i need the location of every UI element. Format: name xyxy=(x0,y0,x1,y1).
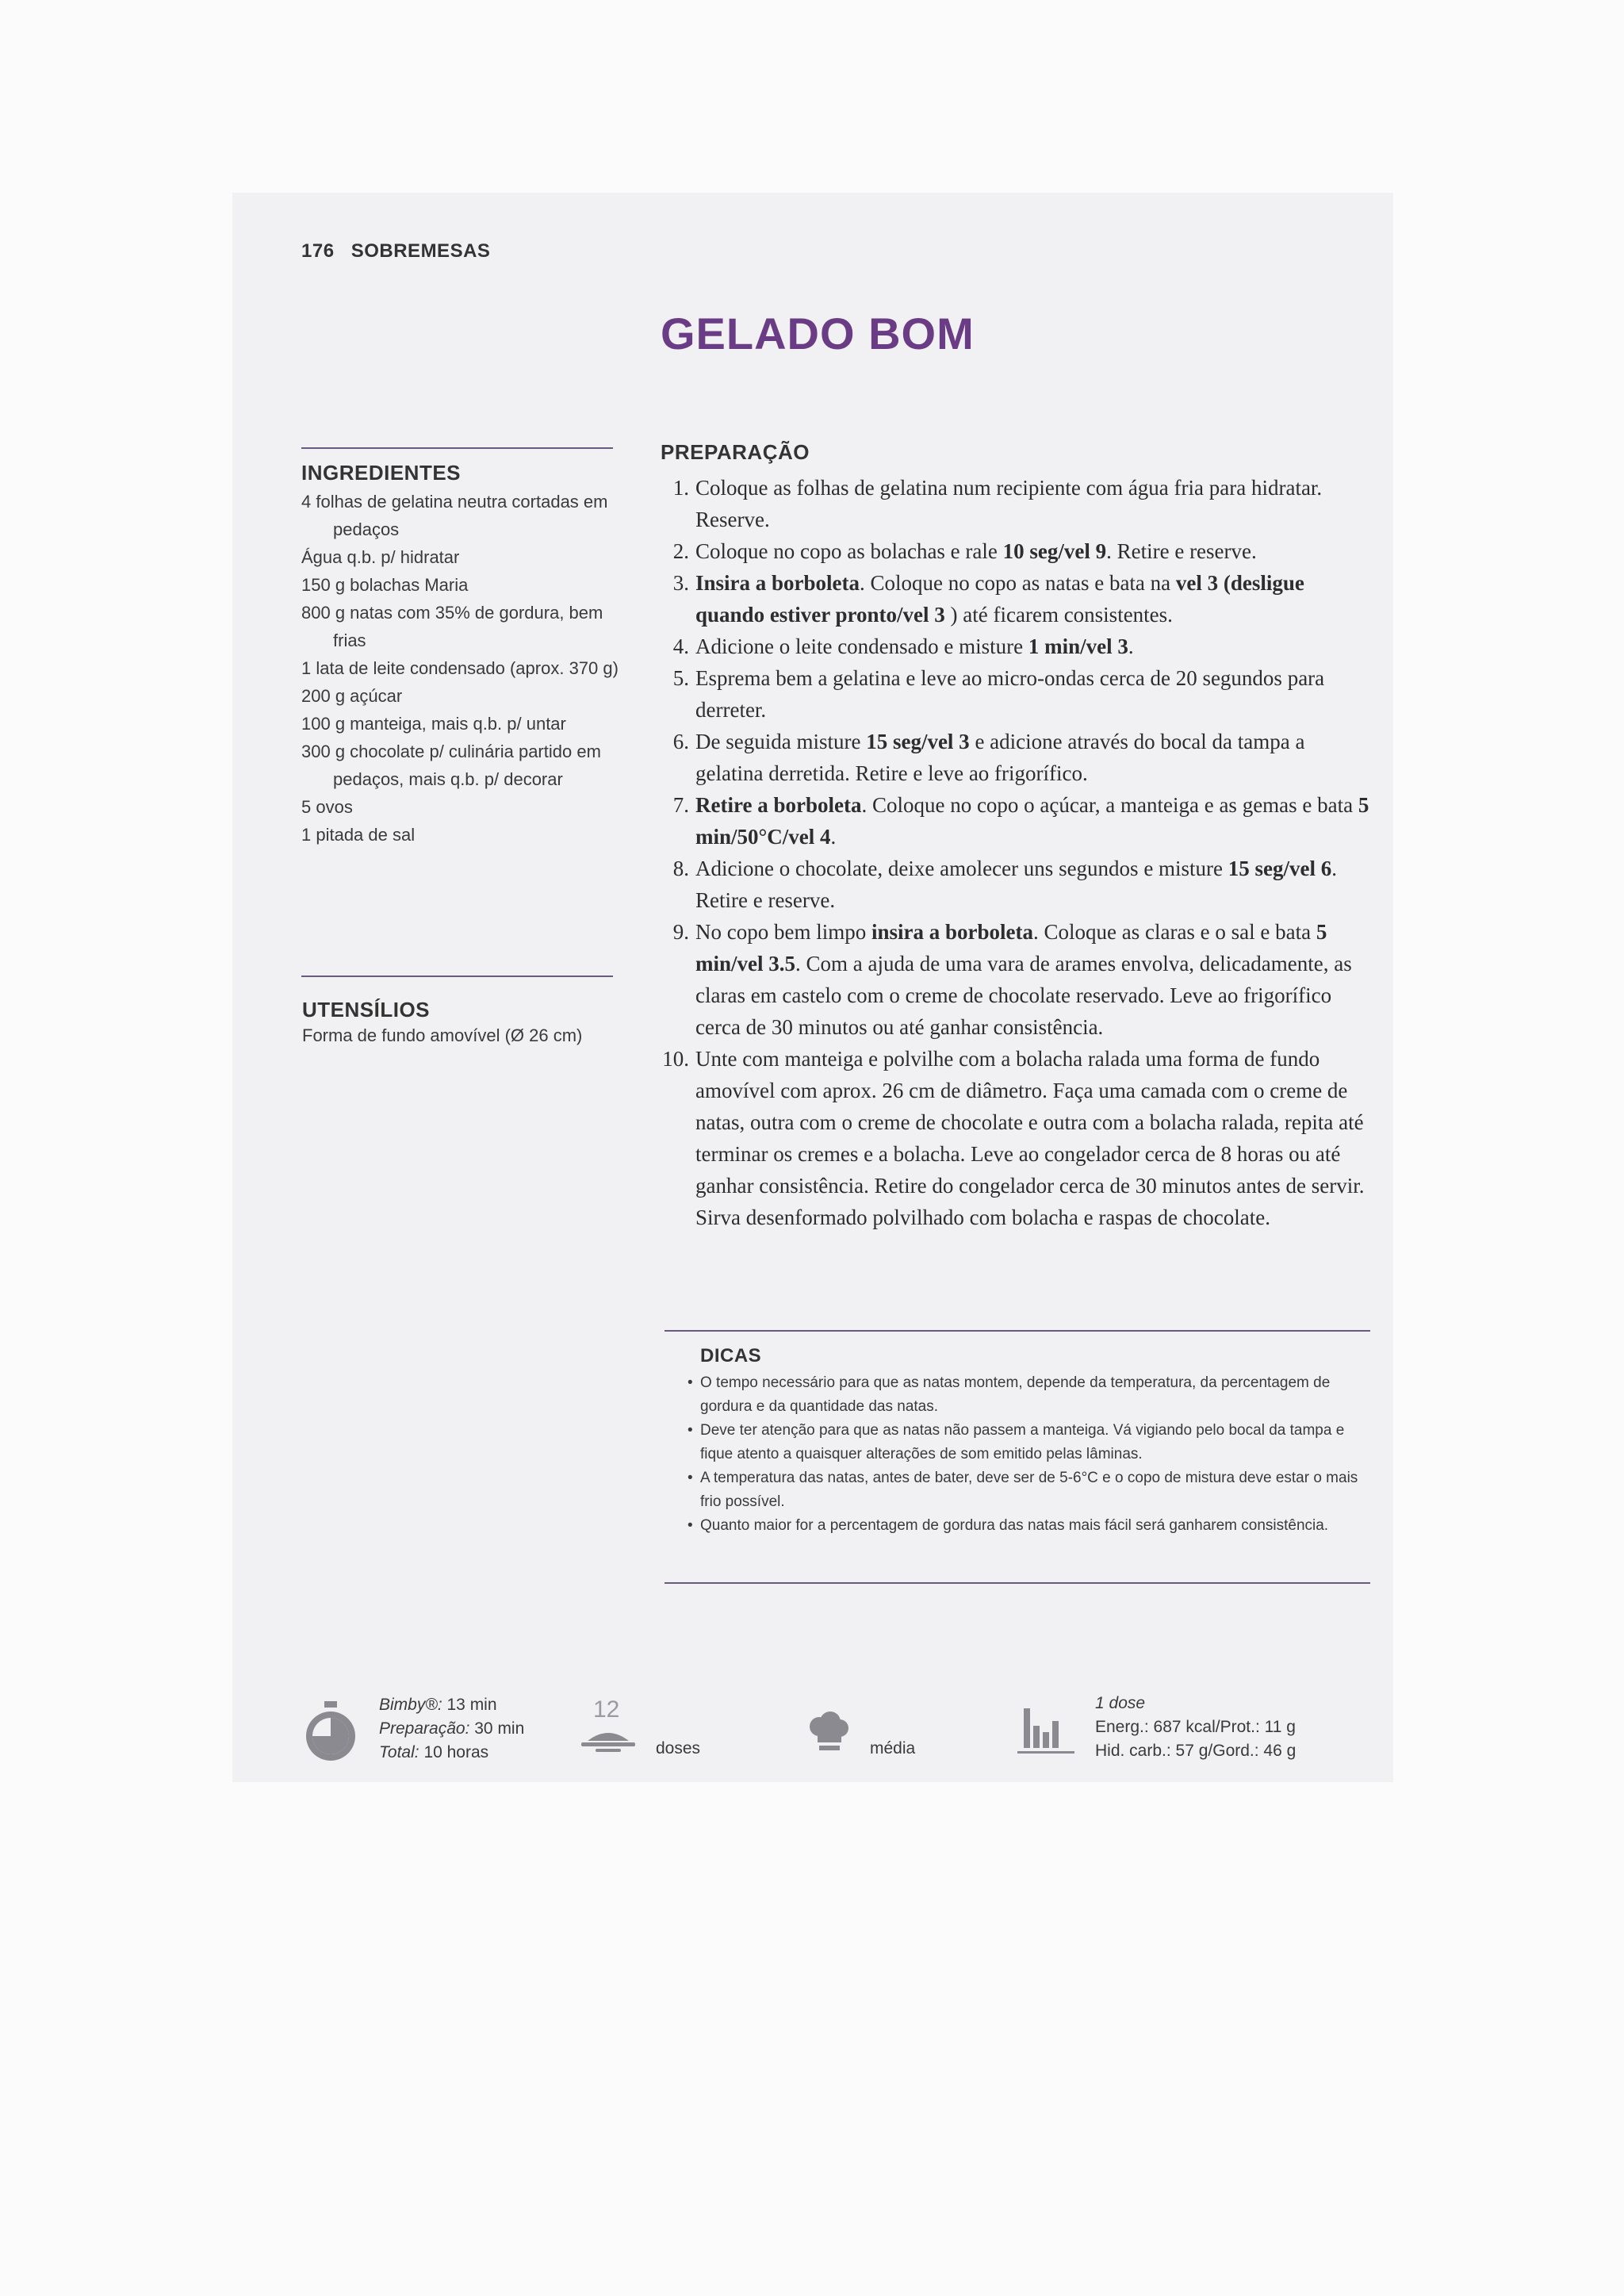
step-bold-text: vel 3 (desligue quando estiver pronto/vel 3 xyxy=(695,571,1304,627)
preparation-step xyxy=(661,631,1374,662)
step-text: No copo bem limpo xyxy=(695,920,871,944)
section-name: SOBREMESAS xyxy=(350,240,491,262)
step-text: ) até ficarem consistentes. xyxy=(944,603,1173,627)
step-bold-text: Insira a borboleta xyxy=(695,571,860,595)
ingredient-item: 300 g chocolate p/ culinária partido em pedaços, mais q.b. p/ decorar xyxy=(301,742,601,789)
ingredient-item: 800 g natas com 35% de gordura, bem frias xyxy=(301,603,603,650)
tips-bottom-rule xyxy=(665,1582,1370,1584)
step-bold-text: 1 min/vel 3 xyxy=(1028,634,1128,658)
timer-icon xyxy=(302,1700,359,1763)
preparation-heading: PREPARAÇÃO xyxy=(661,440,810,464)
plate-icon xyxy=(578,1725,638,1754)
step-bold-text: 15 seg/vel 3 xyxy=(866,730,970,753)
tip-item: • Deve ter atenção para que as natas não passem a manteiga. Vá vigiando pelo bocal da tampa e fique atento a quaisquer alterações de som emitido pelas lâminas. xyxy=(688,1419,1377,1466)
step-bold-text: 5 min/50°C/vel 4 xyxy=(695,793,1369,849)
step-text: Adicione o chocolate, deixe amolecer uns segundos e misture xyxy=(695,857,1228,880)
tip-item: • O tempo necessário para que as natas montem, depende da temperatura, da percentagem de gordura e da quantidade das natas. xyxy=(688,1371,1377,1419)
time-info: Bimby®: 13 min Preparação: 30 min Total: 10 horas xyxy=(379,1696,525,1761)
utensils-text: Forma de fundo amovível (Ø 26 cm) xyxy=(302,1025,583,1045)
step-bold-text: 5 min/vel 3.5 xyxy=(695,920,1327,976)
step-number: 6. xyxy=(672,730,689,753)
step-number: 1. xyxy=(672,476,689,500)
ingredient-item: 200 g açúcar xyxy=(301,686,403,706)
step-text: Adicione o leite condensado e misture xyxy=(695,634,1028,658)
step-number: 8. xyxy=(672,857,689,880)
page-number: 176 xyxy=(301,240,335,262)
chef-hat-icon xyxy=(806,1711,851,1755)
tips-list xyxy=(688,1371,1377,1538)
nutrition-info: 1 dose Energ.: 687 kcal/Prot.: 11 g Hid. carb.: 57 g/Gord.: 46 g xyxy=(1095,1694,1297,1760)
preparation-step xyxy=(661,1043,1374,1233)
step-text: . Coloque no copo as natas e bata na xyxy=(860,571,1176,595)
step-text: e adicione através do bocal da tampa a gelatina derretida. Retire e leve ao frigorífico. xyxy=(695,730,1305,785)
step-text: . xyxy=(830,825,837,849)
step-text: Esprema bem a gelatina e leve ao micro-ondas cerca de 20 segundos para derreter. xyxy=(695,666,1325,722)
step-number: 3. xyxy=(672,571,689,595)
preparation-step xyxy=(661,916,1374,1043)
step-text: . Retire e reserve. xyxy=(695,857,1338,912)
preparation-step xyxy=(661,472,1374,535)
ingredient-item: 1 pitada de sal xyxy=(301,825,416,845)
nutrition-chart-icon xyxy=(1016,1705,1079,1756)
ingredient-item: Água q.b. p/ hidratar xyxy=(301,547,460,567)
step-bold-text: 10 seg/vel 9 xyxy=(1002,539,1107,563)
step-text: De seguida misture xyxy=(695,730,867,753)
preparation-step xyxy=(661,853,1374,916)
step-text: Coloque no copo as bolachas e rale xyxy=(695,539,1003,563)
ingredients-rule xyxy=(301,447,613,449)
preparation-step xyxy=(661,567,1374,631)
step-number: 9. xyxy=(672,920,689,944)
step-text: . Com a ajuda de uma vara de arames envolva, delicadamente, as claras em castelo com o creme de chocolate reservado. Leve ao frigorífico cerca de 30 minutos ou até ganhar consistência. xyxy=(695,952,1352,1039)
step-text: . xyxy=(1128,634,1134,658)
ingredient-item: 4 folhas de gelatina neutra cortadas em pedaços xyxy=(301,492,608,539)
ingredients-list xyxy=(301,488,619,849)
tips-heading: DICAS xyxy=(700,1345,762,1366)
ingredient-item: 100 g manteiga, mais q.b. p/ untar xyxy=(301,714,566,734)
step-text: Coloque as folhas de gelatina num recipiente com água fria para hidratar. Reserve. xyxy=(695,476,1323,531)
preparation-step xyxy=(661,535,1374,567)
step-text: . Coloque no copo o açúcar, a manteiga e as gemas e bata xyxy=(861,793,1358,817)
doses-number: 12 xyxy=(593,1696,620,1723)
step-number: 5. xyxy=(672,666,689,690)
step-number: 4. xyxy=(672,634,689,658)
step-bold-text: 15 seg/vel 6 xyxy=(1228,857,1332,880)
step-number: 10. xyxy=(662,1047,689,1071)
step-text: . Retire e reserve. xyxy=(1106,539,1257,563)
utensils-heading: UTENSÍLIOS xyxy=(302,998,431,1022)
step-number: 2. xyxy=(672,539,689,563)
page-header xyxy=(301,240,501,263)
recipe-title: GELADO BOM xyxy=(661,309,975,358)
step-number: 7. xyxy=(672,793,689,817)
step-bold-text: Retire a borboleta xyxy=(695,793,862,817)
preparation-step xyxy=(661,789,1374,853)
preparation-steps xyxy=(661,472,1374,1233)
step-text: Unte com manteiga e polvilhe com a bolacha ralada uma forma de fundo amovível com aprox. 26 cm de diâmetro. Faça uma camada com o creme de natas, outra com o creme de chocolate e outra com a bolacha ralada, repita até terminar os cremes e a bolacha. Leve ao congelador cerca de 8 horas ou até ganhar consistência. Retire do congelador cerca de 30 minutos antes de servir. Sirva desenformado polvilhado com bolacha e raspas de chocolate. xyxy=(695,1047,1365,1229)
preparation-step xyxy=(661,726,1374,789)
difficulty-label: média xyxy=(870,1739,916,1757)
tips-top-rule xyxy=(665,1330,1370,1332)
utensils-rule xyxy=(301,976,613,977)
step-bold-text: insira a borboleta xyxy=(871,920,1033,944)
recipe-page xyxy=(232,193,1393,1782)
step-text: . Coloque as claras e o sal e bata xyxy=(1033,920,1316,944)
preparation-step xyxy=(661,662,1374,726)
ingredient-item: 150 g bolachas Maria xyxy=(301,575,469,595)
tip-item: • A temperatura das natas, antes de bater, deve ser de 5-6°C e o copo de mistura deve estar o mais frio possível. xyxy=(688,1466,1377,1514)
tip-item: • Quanto maior for a percentagem de gordura das natas mais fácil será ganharem consistência. xyxy=(688,1514,1377,1538)
ingredient-item: 1 lata de leite condensado (aprox. 370 g) xyxy=(301,658,619,678)
ingredient-item: 5 ovos xyxy=(301,797,353,817)
ingredients-heading: INGREDIENTES xyxy=(301,461,462,485)
doses-label: doses xyxy=(656,1739,701,1757)
